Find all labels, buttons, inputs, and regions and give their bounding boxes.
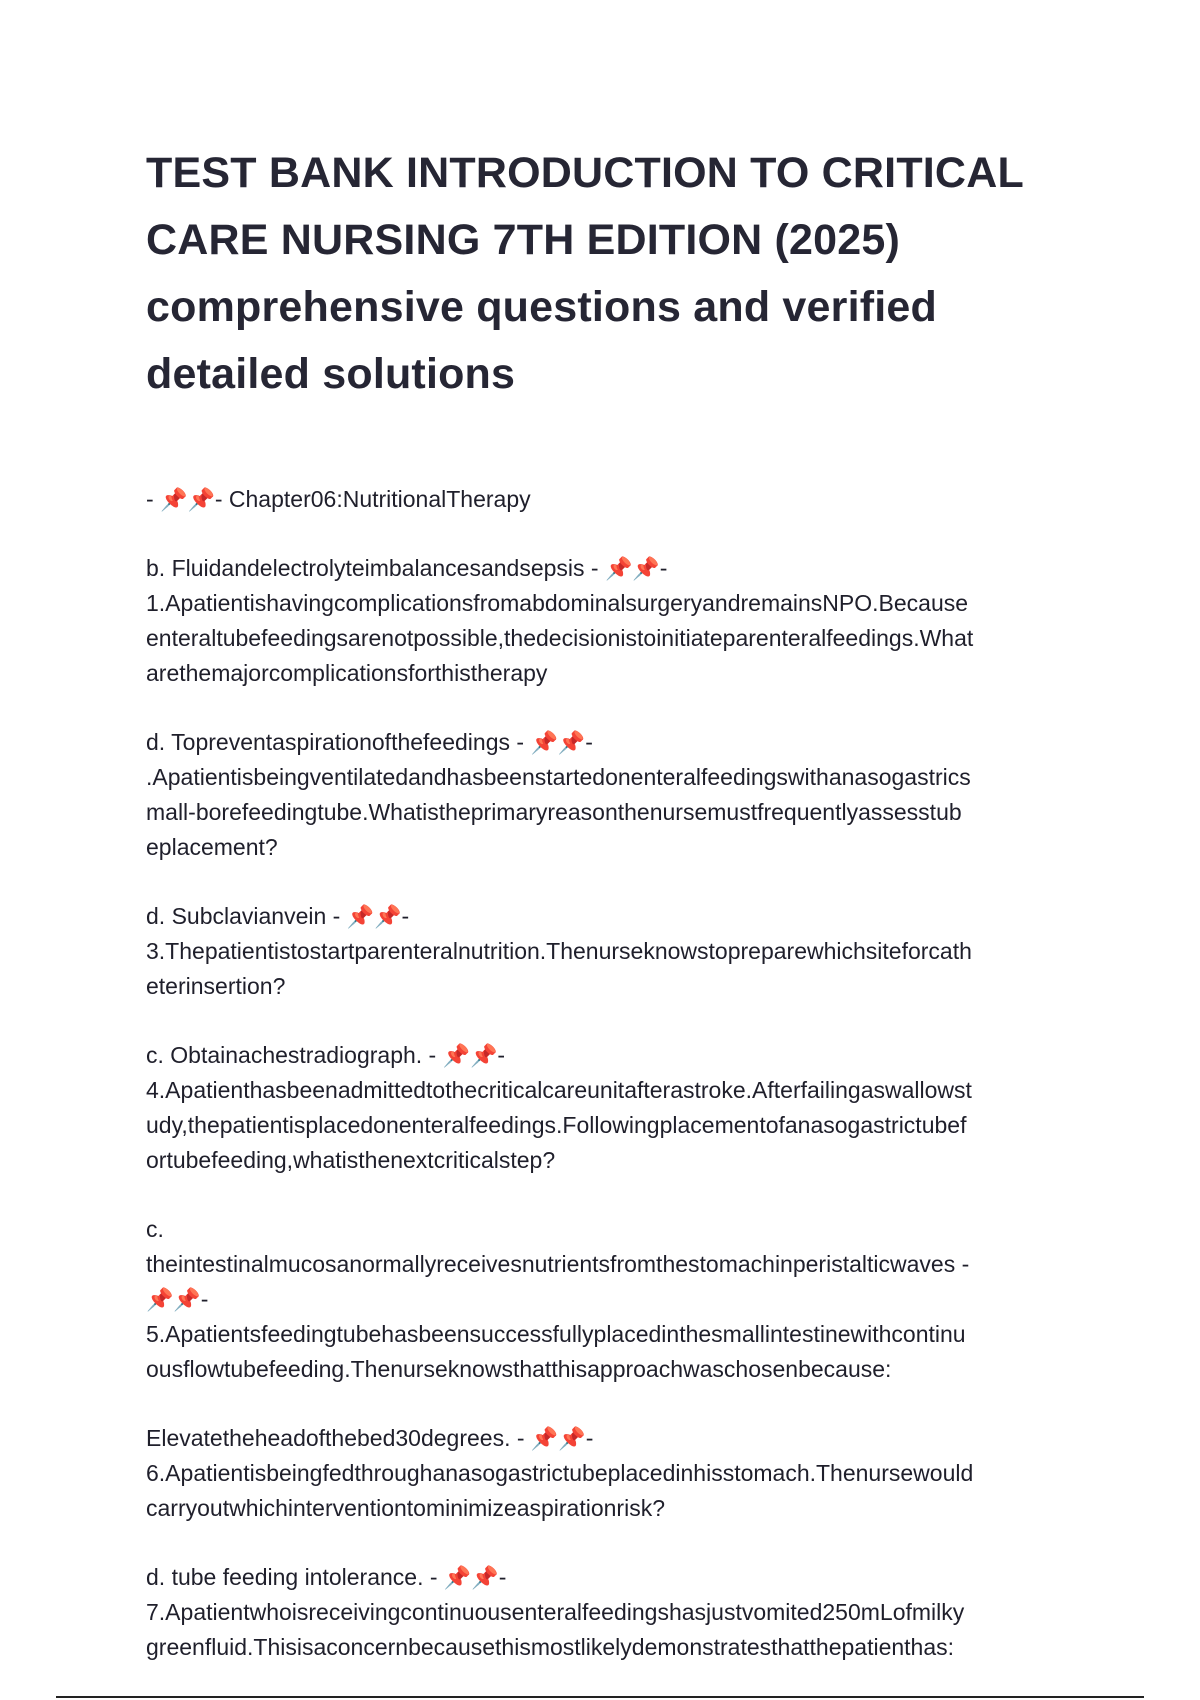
question-line: udy,thepatientisplacedonenteralfeedings.Followingplacementofanasogastrictubef <box>146 1112 967 1138</box>
title-line-4: detailed solutions <box>146 350 516 398</box>
answer-text: theintestinalmucosanormallyreceivesnutrientsfromthestomachinperistalticwaves - <box>146 1251 970 1277</box>
title-line-2: CARE NURSING 7TH EDITION (2025) <box>146 216 901 264</box>
question-line: .Apatientisbeingventilatedandhasbeenstartedonenteralfeedingswithanasogastrics <box>146 764 971 790</box>
question-line: 1.ApatientishavingcomplicationsfromabdominalsurgeryandremainsNPO.Because <box>146 590 969 616</box>
pushpin-icon: 📌📌 <box>530 1426 586 1451</box>
question-line: carryoutwhichinterventiontominimizeaspirationrisk? <box>146 1495 665 1521</box>
answer-text: d. Topreventaspirationofthefeedings - <box>146 729 531 755</box>
chapter-title: - Chapter06:NutritionalTherapy <box>214 486 531 512</box>
pin-suffix: - <box>585 729 593 755</box>
question-line: ortubefeeding,whatisthenextcriticalstep? <box>146 1147 556 1173</box>
question-line: ousflowtubefeeding.Thenurseknowsthatthisapproachwaschosenbecause: <box>146 1356 892 1382</box>
answer-text: c. Obtainachestradiograph. - <box>146 1042 443 1068</box>
pushpin-icon: 📌📌 <box>346 904 402 929</box>
qa-entry-1 <box>146 551 1096 691</box>
pin-suffix: - <box>200 1286 209 1312</box>
question-line: 7.Apatientwhoisreceivingcontinuousenteralfeedingshasjustvomited250mLofmilky <box>146 1599 965 1625</box>
pushpin-icon: 📌📌 <box>530 730 586 755</box>
pin-suffix: - <box>659 555 668 581</box>
qa-entry-2 <box>146 725 1096 865</box>
question-line: arethemajorcomplicationsforthistherapy <box>146 660 548 686</box>
question-line: 5.Apatientsfeedingtubehasbeensuccessfullyplacedinthesmallintestinewithcontinu <box>146 1321 966 1347</box>
question-line: eterinsertion? <box>146 973 286 999</box>
chapter-prefix: - <box>146 486 161 512</box>
pushpin-icon: 📌📌 <box>442 1043 498 1068</box>
pin-suffix: - <box>401 903 410 929</box>
pushpin-icon: 📌📌 <box>146 1287 201 1312</box>
answer-text: Elevatetheheadofthebed30degrees. - <box>146 1425 531 1451</box>
qa-entry-4 <box>146 1038 1096 1178</box>
question-line: 4.Apatienthasbeenadmittedtothecriticalcareunitafterastroke.Afterfailingaswallowst <box>146 1077 972 1103</box>
answer-text: d. tube feeding intolerance. - <box>146 1564 444 1590</box>
document-content <box>146 482 1096 1699</box>
pin-suffix: - <box>497 1042 506 1068</box>
question-line: eplacement? <box>146 834 278 860</box>
question-line: 6.Apatientisbeingfedthroughanasogastrictubeplacedinhisstomach.Thenursewould <box>146 1460 974 1486</box>
pin-suffix: - <box>585 1425 594 1451</box>
title-line-3: comprehensive questions and verified <box>146 283 937 331</box>
title-line-1: TEST BANK INTRODUCTION TO CRITICAL <box>146 149 1024 197</box>
question-line: greenfluid.Thisisaconcernbecausethismostlikelydemonstratesthatthepatienthas: <box>146 1634 955 1660</box>
document-title <box>146 140 1106 408</box>
question-line: mall-borefeedingtube.Whatistheprimaryreasonthenursemustfrequentlyassesstub <box>146 799 962 825</box>
question-line: enteraltubefeedingsarenotpossible,thedecisionistoinitiateparenteralfeedings.What <box>146 625 974 651</box>
pushpin-icon: 📌📌 <box>604 556 660 581</box>
question-line: 3.Thepatientistostartparenteralnutrition.Thenurseknowstopreparewhichsiteforcath <box>146 938 972 964</box>
chapter-heading <box>146 482 1096 517</box>
answer-text: b. Fluidandelectrolyteimbalancesandsepsis - <box>146 555 605 581</box>
pushpin-icon: 📌📌 <box>443 1565 499 1590</box>
answer-text: d. Subclavianvein - <box>146 903 347 929</box>
qa-entry-6 <box>146 1421 1096 1526</box>
qa-entry-7 <box>146 1560 1096 1665</box>
page-bottom-rule <box>56 1696 1144 1698</box>
pin-suffix: - <box>498 1564 507 1590</box>
qa-entry-3 <box>146 899 1096 1004</box>
pushpin-icon: 📌📌 <box>160 487 215 512</box>
answer-label: c. <box>146 1216 164 1242</box>
qa-entry-5 <box>146 1212 1096 1387</box>
